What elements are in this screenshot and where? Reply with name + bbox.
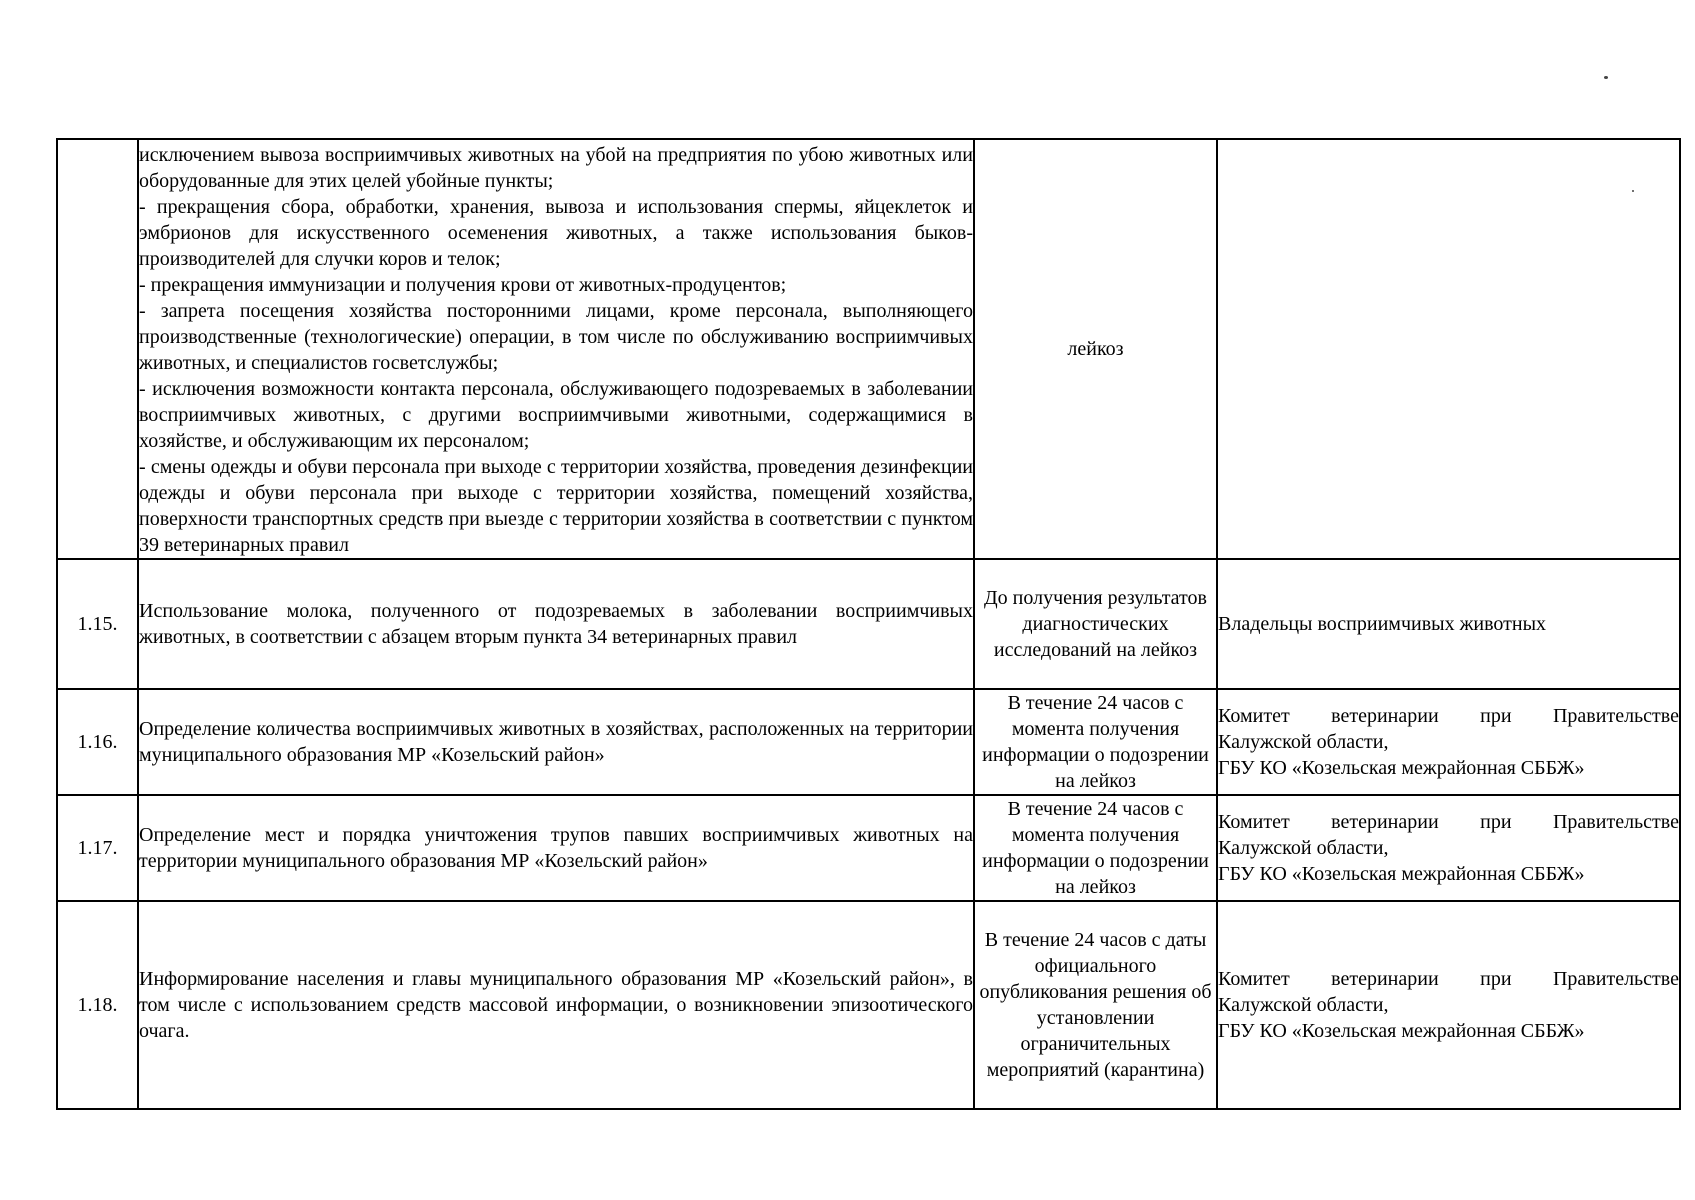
row-term-cell: В течение 24 часов с даты официального опубликования решения об установлении ограничительных мероприятий (карантина) bbox=[974, 901, 1217, 1109]
responsible-line: Калужской области, bbox=[1218, 994, 1389, 1016]
responsible-line: Калужской области, bbox=[1218, 731, 1389, 753]
row-description-cell bbox=[138, 139, 974, 559]
description-paragraph: исключением вывоза восприимчивых животных на убой на предприятия по убою животных или оборудованные для этих целей убойные пункты; bbox=[139, 144, 973, 192]
row-description-cell: Определение количества восприимчивых животных в хозяйствах, расположенных на территории муниципального образования МР «Козельский район» bbox=[138, 689, 974, 795]
responsible-line: ГБУ КО «Козельская межрайонная СББЖ» bbox=[1218, 1020, 1585, 1042]
responsible-line: ГБУ КО «Козельская межрайонная СББЖ» bbox=[1218, 757, 1585, 779]
table-row bbox=[57, 689, 1680, 795]
row-responsible-cell bbox=[1217, 559, 1680, 689]
responsible-line: Калужской области, bbox=[1218, 837, 1389, 859]
description-paragraph: - запрета посещения хозяйства посторонними лицами, кроме персонала, выполняющего производственные (технологические) операции, в том числе по обслуживанию восприимчивых животных, и специалистов госветслужбы; bbox=[139, 300, 973, 374]
scan-speck bbox=[1604, 76, 1608, 79]
row-term-cell: В течение 24 часов с момента получения информации о подозрении на лейкоз bbox=[974, 689, 1217, 795]
row-responsible-cell bbox=[1217, 689, 1680, 795]
row-description-cell: Информирование населения и главы муниципального образования МР «Козельский район», в том числе с использованием средств массовой информации, о возникновении эпизоотического очага. bbox=[138, 901, 974, 1109]
row-responsible-cell bbox=[1217, 795, 1680, 901]
table-row bbox=[57, 901, 1680, 1109]
responsible-line: Комитет ветеринарии при Правительстве bbox=[1218, 705, 1679, 727]
row-term-cell: До получения результатов диагностических исследований на лейкоз bbox=[974, 559, 1217, 689]
row-term-cell: лейкоз bbox=[974, 139, 1217, 559]
row-number-cell bbox=[57, 139, 138, 559]
description-paragraph: - смены одежды и обуви персонала при выходе с территории хозяйства, проведения дезинфекции одежды и обуви персонала при выходе с территории хозяйства, помещений хозяйства, поверхности транспортных средств при выезде с территории хозяйства в соответствии с пунктом 39 ветеринарных правил bbox=[139, 456, 973, 556]
row-description-cell: Использование молока, полученного от подозреваемых в заболевании восприимчивых животных, в соответствии с абзацем вторым пункта 34 ветеринарных правил bbox=[138, 559, 974, 689]
table-row bbox=[57, 559, 1680, 689]
description-paragraph: - прекращения иммунизации и получения крови от животных-продуцентов; bbox=[139, 274, 787, 296]
row-number-cell: 1.16. bbox=[57, 689, 138, 795]
row-term-cell: В течение 24 часов с момента получения информации о подозрении на лейкоз bbox=[974, 795, 1217, 901]
description-paragraph: - прекращения сбора, обработки, хранения, вывоза и использования спермы, яйцеклеток и эмбрионов для искусственного осеменения животных, а также использования быков-производителей для случки коров и телок; bbox=[139, 196, 973, 270]
row-number-cell: 1.17. bbox=[57, 795, 138, 901]
row-description-cell: Определение мест и порядка уничтожения трупов павших восприимчивых животных на территории муниципального образования МР «Козельский район» bbox=[138, 795, 974, 901]
description-paragraph: - исключения возможности контакта персонала, обслуживающего подозреваемых в заболевании восприимчивых животных, с другими восприимчивыми животными, содержащимися в хозяйстве, и обслуживающим их персоналом; bbox=[139, 378, 973, 452]
responsible-line: Владельцы восприимчивых животных bbox=[1218, 613, 1547, 635]
responsible-line: ГБУ КО «Козельская межрайонная СББЖ» bbox=[1218, 863, 1585, 885]
row-number-cell: 1.15. bbox=[57, 559, 138, 689]
responsible-line: Комитет ветеринарии при Правительстве bbox=[1218, 968, 1679, 990]
row-responsible-cell bbox=[1217, 901, 1680, 1109]
table-row bbox=[57, 139, 1680, 559]
responsible-line: Комитет ветеринарии при Правительстве bbox=[1218, 811, 1679, 833]
row-number-cell: 1.18. bbox=[57, 901, 138, 1109]
table-row bbox=[57, 795, 1680, 901]
row-responsible-cell bbox=[1217, 139, 1680, 559]
measures-table bbox=[56, 138, 1681, 1110]
